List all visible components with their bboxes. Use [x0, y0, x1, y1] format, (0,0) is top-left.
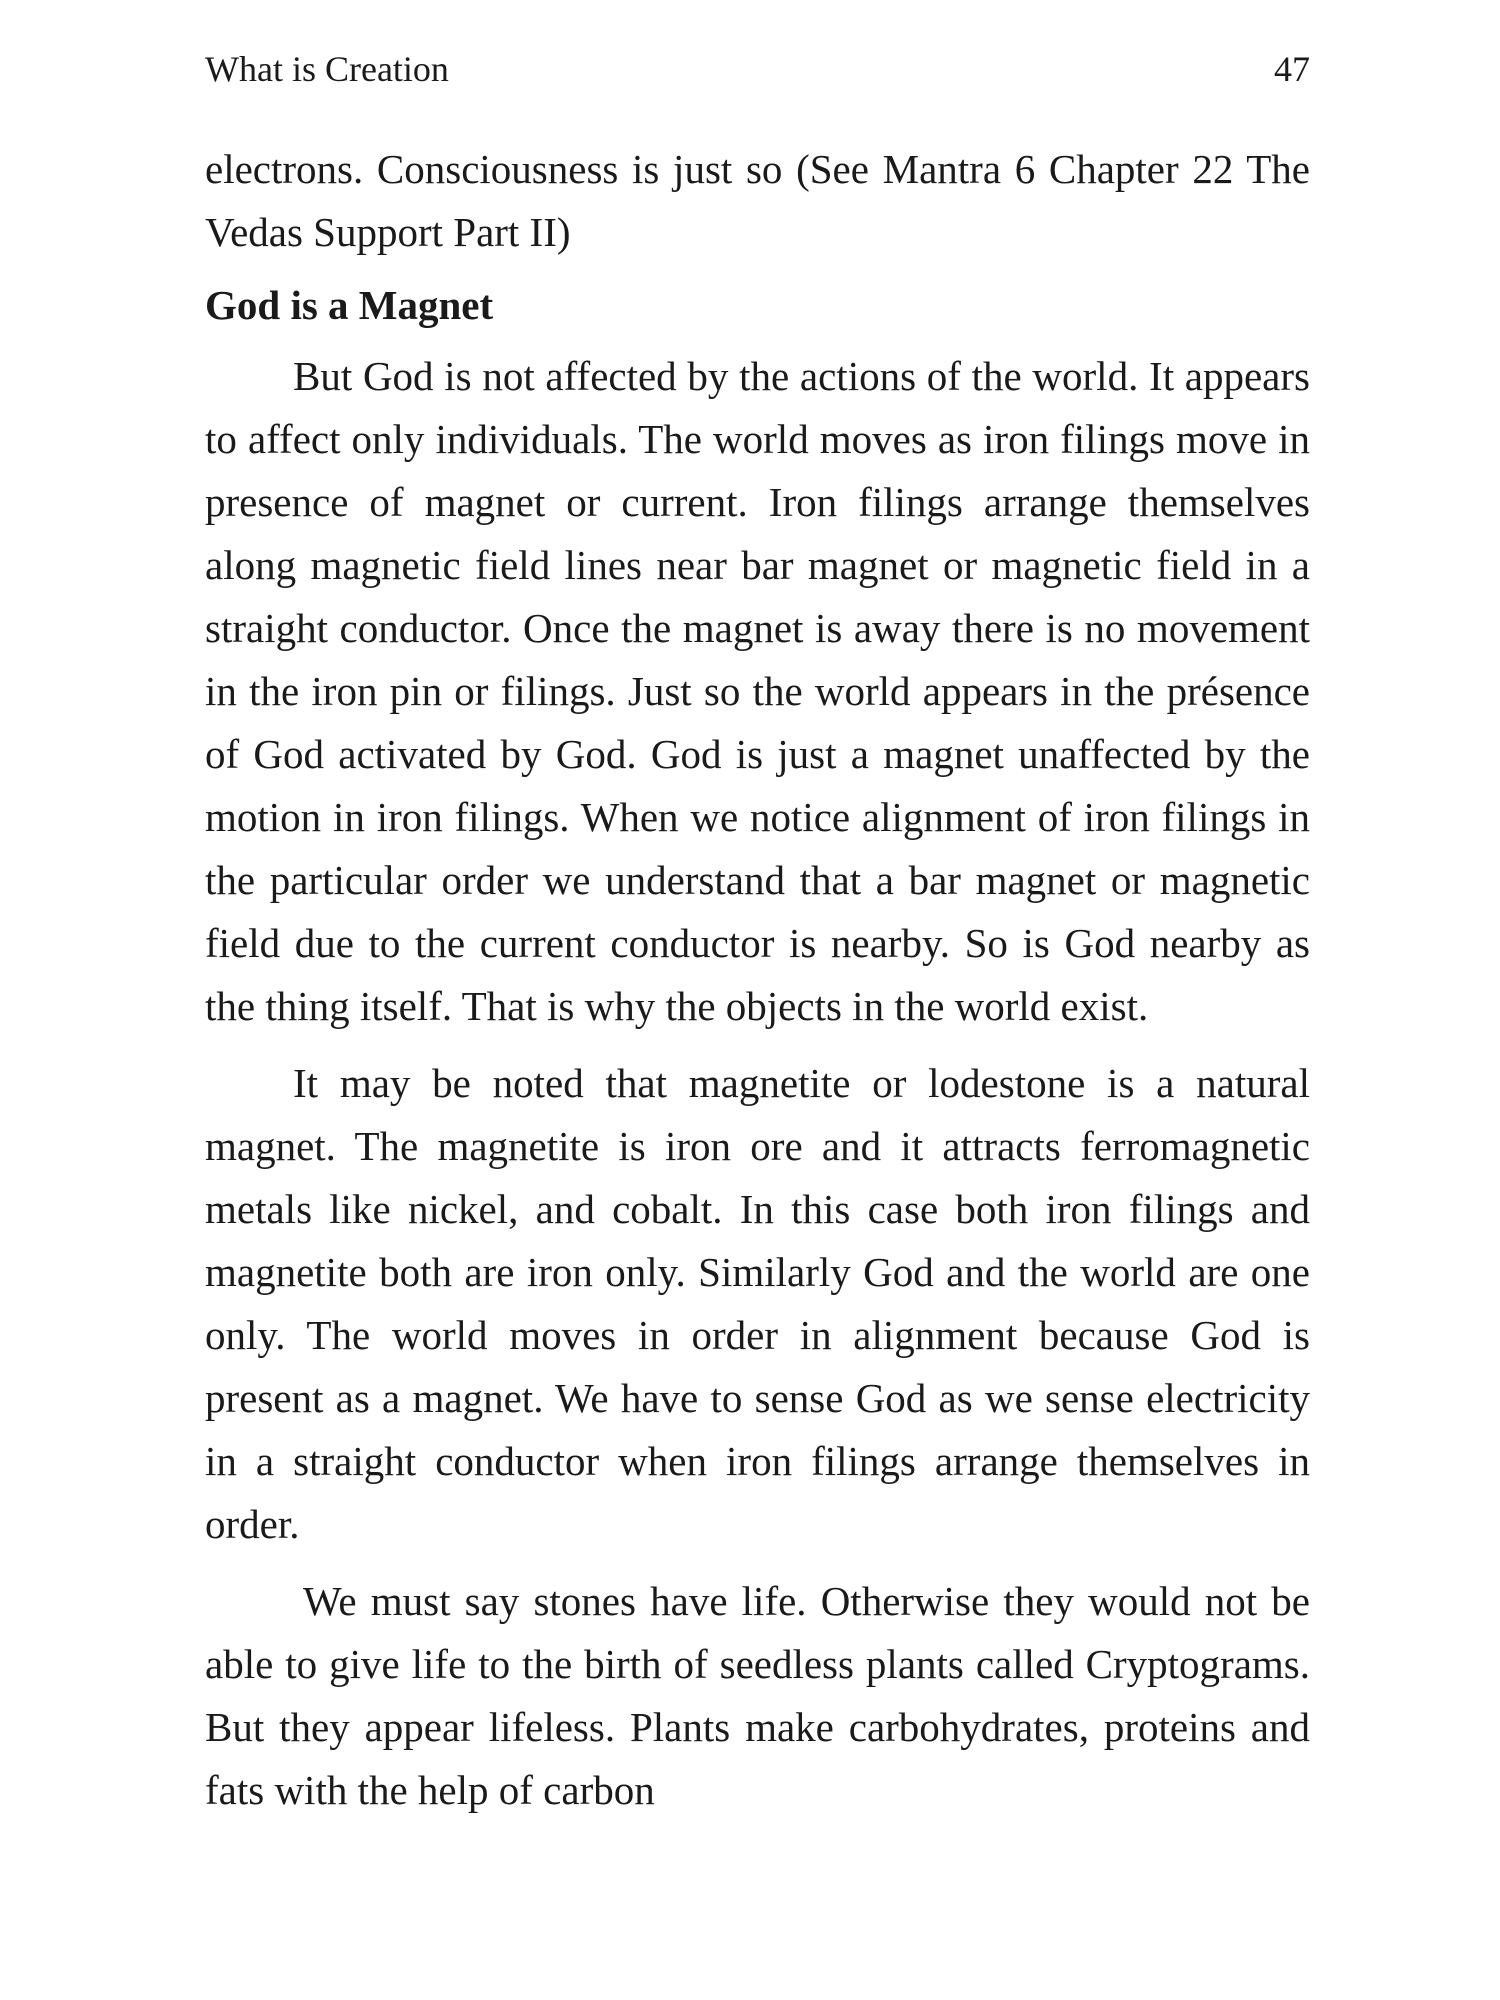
body-text — [205, 138, 1310, 1822]
running-head — [205, 44, 1310, 94]
page-number: 47 — [1274, 49, 1310, 89]
section-heading: God is a Magnet — [205, 282, 494, 328]
book-page — [205, 0, 1310, 2000]
paragraph-3: We must say stones have life. Otherwise they would not be able to give life to the birth of seedless plants called Cryptograms. But they appear lifeless. Plants make carbohydrates, proteins and fats with the help of carbon — [205, 1578, 1310, 1813]
paragraph-1: But God is not affected by the actions of the world. It appears to affect only individuals. The world moves as iron filings move in presence of magnet or current. Iron filings arrange themselves along magnetic field lines near bar magnet or magnetic field in a straight conductor. Once the magnet is away there is no movement in the iron pin or filings. Just so the world appears in the présence of God activated by God. God is just a magnet unaffected by the motion in iron filings. When we notice alignment of iron filings in the particular order we understand that a bar magnet or magnetic field due to the current conductor is nearby. So is God nearby as the thing itself. That is why the objects in the world exist. — [205, 353, 1310, 1029]
continuation-paragraph: electrons. Consciousness is just so (See Mantra 6 Chapter 22 The Vedas Support Part II) — [205, 146, 1310, 255]
paragraph-2: It may be noted that magnetite or lodestone is a natural magnet. The magnetite is iron ore and it attracts ferromagnetic metals like nickel, and cobalt. In this case both iron filings and magnetite both are iron only. Similarly God and the world are one only. The world moves in order in alignment because God is present as a magnet. We have to sense God as we sense electricity in a straight conductor when iron filings arrange themselves in order. — [205, 1060, 1310, 1547]
running-title: What is Creation — [205, 49, 449, 89]
